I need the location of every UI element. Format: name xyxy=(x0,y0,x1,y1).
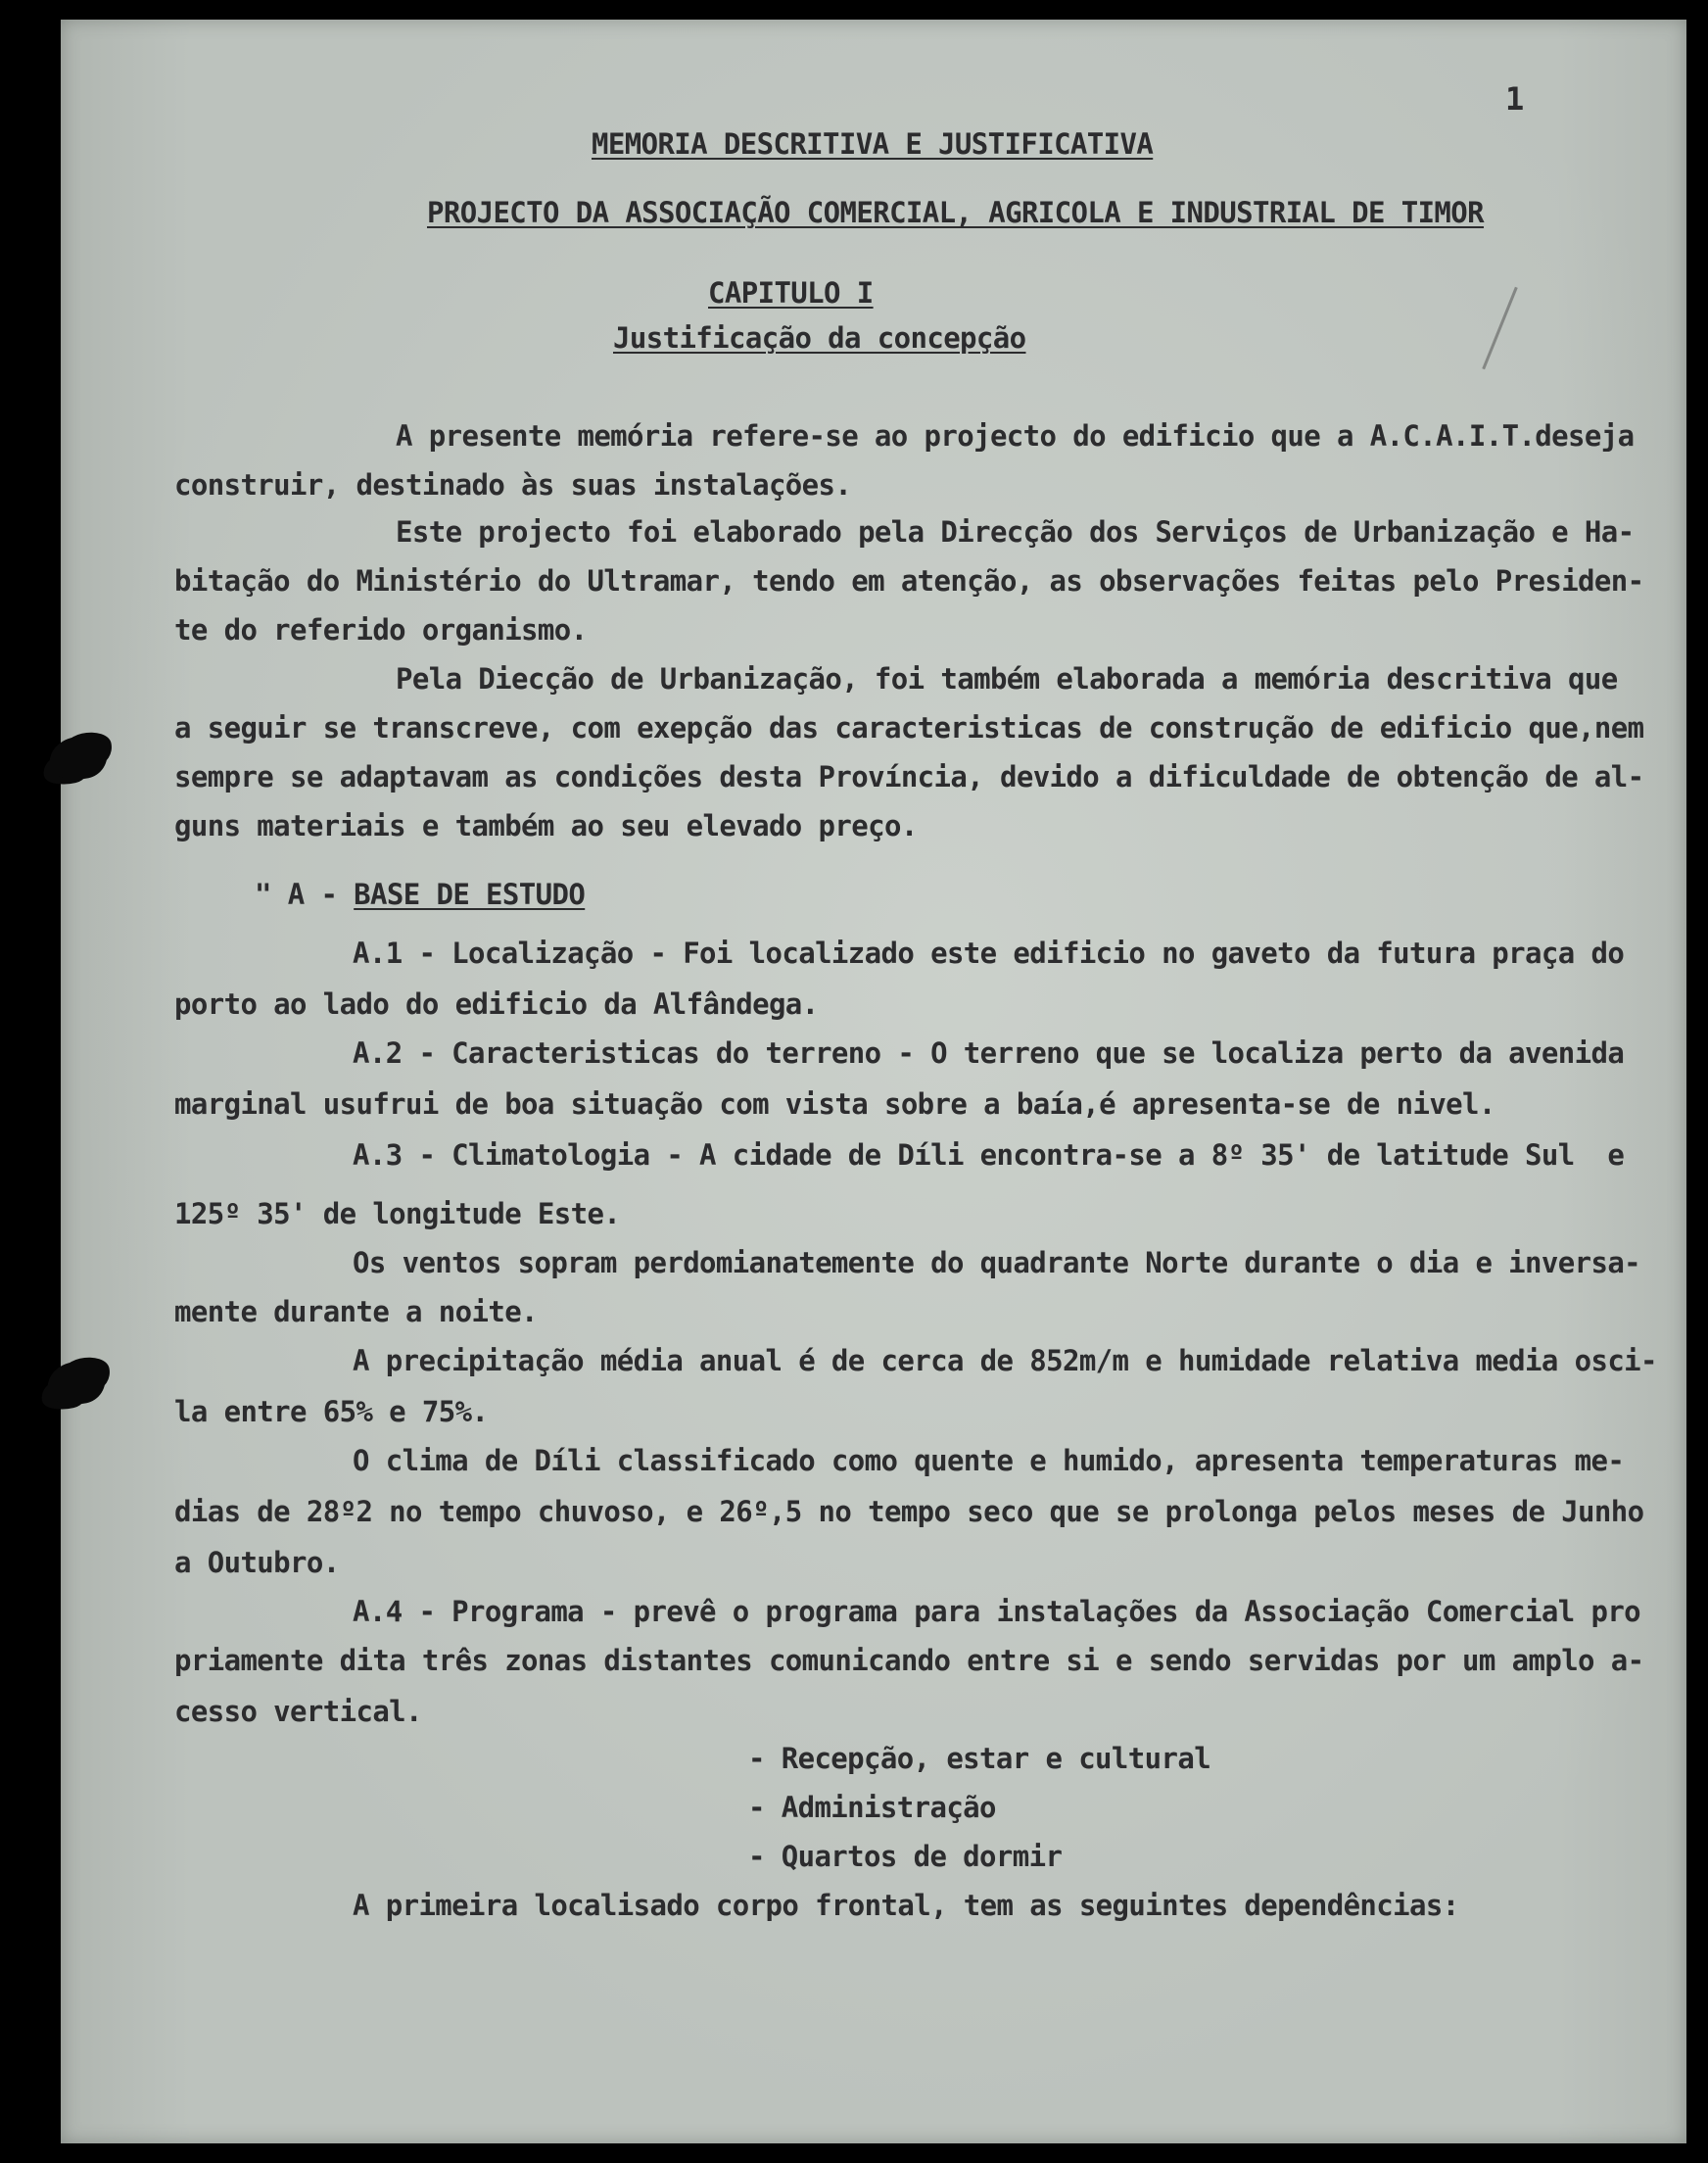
chapter-heading: CAPITULO I xyxy=(708,276,874,310)
body-line: marginal usufrui de boa situação com vista sobre a baía,é apresenta-se de nivel. xyxy=(174,1087,1495,1121)
body-line: bitação do Ministério do Ultramar, tendo em atenção, as observações feitas pelo Presiden- xyxy=(174,564,1644,598)
section-a-title: BASE DE ESTUDO xyxy=(354,878,586,911)
body-line: Os ventos sopram perdomianatemente do quadrante Norte durante o dia e inversa- xyxy=(353,1246,1641,1279)
body-line: porto ao lado do edificio da Alfândega. xyxy=(174,987,819,1021)
body-line: O clima de Díli classificado como quente e humido, apresenta temperaturas me- xyxy=(353,1444,1625,1477)
body-line: dias de 28º2 no tempo chuvoso, e 26º,5 no tempo seco que se prolonga pelos meses de Junho xyxy=(174,1495,1644,1528)
body-line: A.4 - Programa - prevê o programa para instalações da Associação Comercial pro xyxy=(353,1595,1641,1628)
project-subtitle: PROJECTO DA ASSOCIAÇÃO COMERCIAL, AGRICOLA E INDUSTRIAL DE TIMOR xyxy=(427,196,1485,229)
body-line: 125º 35' de longitude Este. xyxy=(174,1197,621,1230)
section-a-heading xyxy=(255,878,585,911)
body-line: a Outubro. xyxy=(174,1546,340,1579)
body-line: A primeira localisado corpo frontal, tem as seguintes dependências: xyxy=(353,1889,1459,1922)
body-line: guns materiais e também ao seu elevado preço. xyxy=(174,809,918,842)
page-number: 1 xyxy=(1505,80,1524,118)
body-line: cesso vertical. xyxy=(174,1695,422,1728)
body-line: A.2 - Caracteristicas do terreno - O terreno que se localiza perto da avenida xyxy=(353,1036,1625,1070)
chapter-title: Justificação da concepção xyxy=(613,321,1026,355)
body-line: Pela Diecção de Urbanização, foi também elaborada a memória descritiva que xyxy=(396,662,1618,696)
zone-item: - Administração xyxy=(748,1791,996,1824)
body-line: A presente memória refere-se ao projecto do edificio que a A.C.A.I.T.deseja xyxy=(396,419,1635,453)
zone-item: - Recepção, estar e cultural xyxy=(748,1742,1211,1775)
body-line: mente durante a noite. xyxy=(174,1295,538,1328)
body-line: priamente dita três zonas distantes comunicando entre si e sendo servidas por um amplo a- xyxy=(174,1644,1644,1677)
zone-item: - Quartos de dormir xyxy=(748,1840,1063,1873)
body-line: te do referido organismo. xyxy=(174,613,588,647)
body-line: la entre 65% e 75%. xyxy=(174,1395,489,1428)
body-line: A.3 - Climatologia - A cidade de Díli encontra-se a 8º 35' de latitude Sul e xyxy=(353,1138,1625,1172)
section-a-prefix: " A - xyxy=(255,878,355,911)
body-line: construir, destinado às suas instalações. xyxy=(174,468,852,502)
body-line: a seguir se transcreve, com exepção das caracteristicas de construção de edificio que,nem xyxy=(174,711,1644,745)
body-line: A precipitação média anual é de cerca de 852m/m e humidade relativa media osci- xyxy=(353,1344,1657,1377)
body-line: A.1 - Localização - Foi localizado este edificio no gaveto da futura praça do xyxy=(353,937,1625,970)
body-line: sempre se adaptavam as condições desta Província, devido a dificuldade de obtenção de al- xyxy=(174,760,1644,793)
document-title: MEMORIA DESCRITIVA E JUSTIFICATIVA xyxy=(592,127,1154,161)
body-line: Este projecto foi elaborado pela Direcção dos Serviços de Urbanização e Ha- xyxy=(396,515,1635,549)
